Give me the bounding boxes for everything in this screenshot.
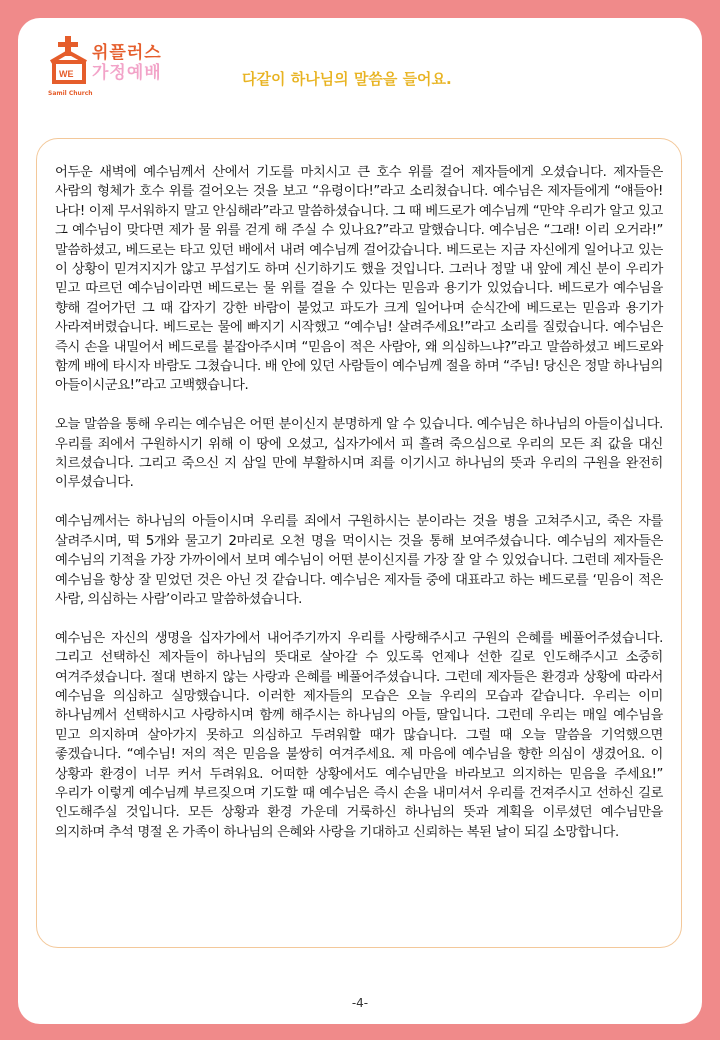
logo-subtitle: 가정예배 [92,63,162,83]
svg-text:WE: WE [59,69,74,79]
header-tagline: 다같이 하나님의 말씀을 들어요. [242,70,452,88]
logo-title: 위플러스 [92,43,162,63]
logo-church-name: Samil Church [48,90,93,97]
house-cross-icon [48,36,92,92]
sermon-paragraph: 오늘 말씀을 통해 우리는 예수님은 어떤 분이신지 분명하게 알 수 있습니다. 예수님은 하나님의 아들이십니다. 우리를 죄에서 구원하시기 위해 이 땅에 오셨고, 십자가에서 피 흘려 죽으심으로 우리의 모든 죄 값을 대신 치르셨습니다. 그리고 죽으신 지 삼일 만에 부활하시며 죄를 이기시고 하나님의 뜻과 우리의 구원을 완전히 이루셨습니다. [55,417,663,491]
sermon-paragraph: 예수님은 자신의 생명을 십자가에서 내어주기까지 우리를 사랑해주시고 구원의 은혜를 베풀어주셨습니다. 그리고 선택하신 제자들이 하나님의 뜻대로 살아갈 수 있도록 언제나 선한 길로 인도해주시고 소중히 여겨주셨습니다. 절대 변하지 않는 사랑과 은혜를 베풀어주셨습니다. 그런데 제자들은 환경과 상황에 따라서 예수님을 의심하고 실망했습니다. 이러한 제자들의 모습은 오늘 우리의 모습과 같습니다. 우리는 이미 하나님께서 선택하시고 사랑하시며 함께 해주시는 하나님의 아들, 딸입니다. 그런데 우리는 매일 예수님을 믿고 의지하며 살아가지 못하고 의심하고 두려워할 때가 많습니다. 그럴 때 오늘 말씀을 기억했으면 좋겠습니다. “예수님! 저의 적은 믿음을 불쌍히 여겨주세요. 제 마음에 예수님을 향한 의심이 생겼어요. 이 상황과 환경이 너무 커서 두려워요. 어떠한 상황에서도 예수님만을 바라보고 의지하는 믿음을 주세요!” 우리가 이렇게 예수님께 부르짖으며 기도할 때 예수님은 즉시 손을 내미셔서 우리를 건져주시고 선하신 길로 인도해주실 것입니다. 모든 상황과 환경 가운데 거룩하신 하나님의 뜻과 계획을 이루셨던 예수님만을 의지하며 추석 명절 온 가족이 하나님의 은혜와 사랑을 기대하고 신뢰하는 복된 날이 되길 소망합니다. [55,630,663,840]
church-logo [48,36,198,106]
sermon-paragraph: 어두운 새벽에 예수님께서 산에서 기도를 마치시고 큰 호수 위를 걸어 제자들에게 오셨습니다. 제자들은 사람의 형체가 호수 위를 걸어오는 것을 보고 “유령이다!”라고 소리쳤습니다. 예수님은 제자들에게 “얘들아! 나다! 이제 무서워하지 말고 안심해라”라고 말씀하셨습니다. 그 때 베드로가 예수님께 “만약 우리가 알고 있고 그 예수님이 맞다면 제가 물 위를 걷게 해 주실 수 있나요?”라고 말했습니다. 예수님은 “그래! 이리 오거라!” 말씀하셨고, 베드로는 타고 있던 배에서 내려 예수님께 걸어갔습니다. 베드로는 지금 자신에게 일어나고 있는 이 상황이 믿겨지지가 않고 무섭기도 하며 신기하기도 했을 것입니다. 그러나 정말 내 앞에 계신 분이 우리가 믿고 따르던 예수님이라면 베드로는 물 위를 걸을 수 있다는 믿음과 용기가 있었습니다. 베드로가 예수님을 향해 걸어가던 그 때 갑자기 강한 바람이 불었고 파도가 크게 일어나며 순식간에 베드로는 믿음과 용기가 사라져버렸습니다. 베드로는 물에 빠지기 시작했고 “예수님! 살려주세요!”라고 소리를 질렀습니다. 예수님은 즉시 손을 내밀어서 베드로를 붙잡아주시며 “믿음이 적은 사람아, 왜 의심하느냐?”라고 말씀하셨고 베드로와 함께 배에 타시자 바람도 그쳤습니다. 배 안에 있던 사람들이 예수님께 절을 하며 “주님! 당신은 정말 하나님의 아들이시군요!”라고 고백했습니다. [55,165,663,394]
page-number: -4- [351,996,369,1010]
page-sheet [18,18,702,1024]
sermon-text-box [36,138,682,948]
sermon-paragraph: 예수님께서는 하나님의 아들이시며 우리를 죄에서 구원하시는 분이라는 것을 병을 고쳐주시고, 죽은 자를 살려주시며, 떡 5개와 물고기 2마리로 오천 명을 먹이시는 것을 통해 보여주셨습니다. 예수님의 제자들은 예수님의 기적을 가장 가까이에서 보며 예수님이 어떤 분이신지를 가장 잘 알 수 있었습니다. 그런데 제자들은 예수님을 항상 잘 믿었던 것은 아닌 것 같습니다. 예수님은 제자들 중에 대표라고 하는 베드로를 ‘믿음이 적은 사람, 의심하는 사람’이라고 말씀하셨습니다. [55,514,663,607]
